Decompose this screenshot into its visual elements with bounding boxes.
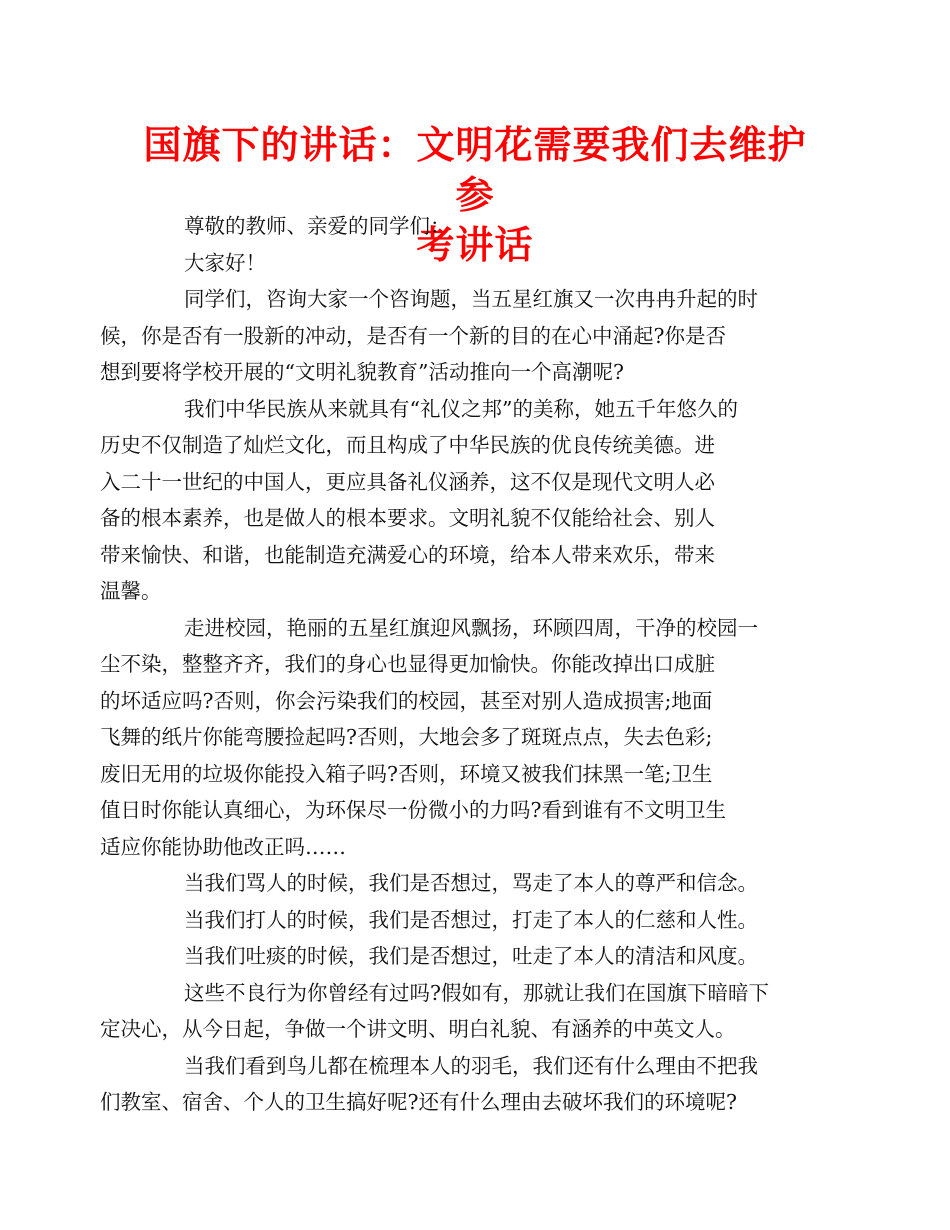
paragraph-line: 想到要将学校开展的“文明礼貌教育”活动推向一个高潮呢? <box>100 360 624 384</box>
paragraph <box>100 391 822 610</box>
paragraph-line: 历史不仅制造了灿烂文化，而且构成了中华民族的优良传统美德。进 <box>100 433 715 457</box>
paragraph-line: 飞舞的纸片你能弯腰捡起吗?否则，大地会多了斑斑点点，失去色彩; <box>100 725 713 749</box>
paragraph <box>100 1048 822 1121</box>
paragraph-line: 同学们，咨询大家一个咨询题，当五星红旗又一次冉冉升起的时 <box>184 287 758 311</box>
paragraph-line: 尘不染，整整齐齐，我们的身心也显得更加愉快。你能改掉出口成脏 <box>100 652 715 676</box>
paragraph-line: 当我们看到鸟儿都在梳理本人的羽毛，我们还有什么理由不把我 <box>184 1053 758 1078</box>
paragraph <box>100 975 822 1048</box>
paragraph-line: 的坏适应吗?否则，你会污染我们的校园，甚至对别人造成损害;地面 <box>100 688 713 713</box>
paragraph-line: 适应你能协助他改正吗…… <box>100 834 346 859</box>
paragraph-line: 当我们打人的时候，我们是否想过，打走了本人的仁慈和人性。 <box>184 907 758 932</box>
paragraph-line: 带来愉快、和谐，也能制造充满爱心的环境，给本人带来欢乐，带来 <box>100 542 715 567</box>
paragraph <box>142 208 822 245</box>
paragraph <box>142 938 822 975</box>
paragraph <box>142 865 822 902</box>
paragraph-line: 大家好！ <box>184 250 266 275</box>
paragraph-line: 值日时你能认真细心，为环保尽一份微小的力吗?看到谁有不文明卫生 <box>100 798 726 822</box>
paragraph <box>100 281 822 391</box>
paragraph-line: 温馨。 <box>100 579 162 603</box>
paragraph-line: 走进校园，艳丽的五星红旗迎风飘扬，环顾四周，干净的校园一 <box>184 615 758 640</box>
paragraph-line: 废旧无用的垃圾你能投入箱子吗?否则，环境又被我们抹黑一笔;卫生 <box>100 761 713 786</box>
paragraph-line: 定决心，从今日起，争做一个讲文明、明白礼貌、有涵养的中英文人。 <box>100 1017 736 1041</box>
paragraph <box>142 902 822 939</box>
document-body <box>100 208 822 1121</box>
paragraph-line: 入二十一世纪的中国人，更应具备礼仪涵养，这不仅是现代文明人必 <box>100 469 715 494</box>
paragraph-line: 我们中华民族从来就具有“礼仪之邦”的美称，她五千年悠久的 <box>184 396 738 421</box>
paragraph <box>142 245 822 282</box>
paragraph-line: 候，你是否有一股新的冲动，是否有一个新的目的在心中涌起?你是否 <box>100 323 726 348</box>
paragraph-line: 当我们骂人的时候，我们是否想过，骂走了本人的尊严和信念。 <box>184 871 758 895</box>
paragraph-line: 备的根本素养，也是做人的根本要求。文明礼貌不仅能给社会、别人 <box>100 506 715 530</box>
paragraph-line: 这些不良行为你曾经有过吗?假如有，那就让我们在国旗下暗暗下 <box>184 980 769 1005</box>
paragraph <box>100 610 822 866</box>
paragraph-line: 当我们吐痰的时候，我们是否想过，吐走了本人的清洁和风度。 <box>184 944 758 968</box>
title-line-1: 国旗下的讲话：文明花需要我们去维护参 <box>143 123 807 217</box>
paragraph-line: 们教室、宿舍、个人的卫生搞好呢?还有什么理由去破坏我们的环境呢? <box>100 1090 737 1114</box>
title-line-2: 考讲话 <box>416 223 534 267</box>
paragraph-line: 尊敬的教师、亲爱的同学们： <box>184 214 451 238</box>
